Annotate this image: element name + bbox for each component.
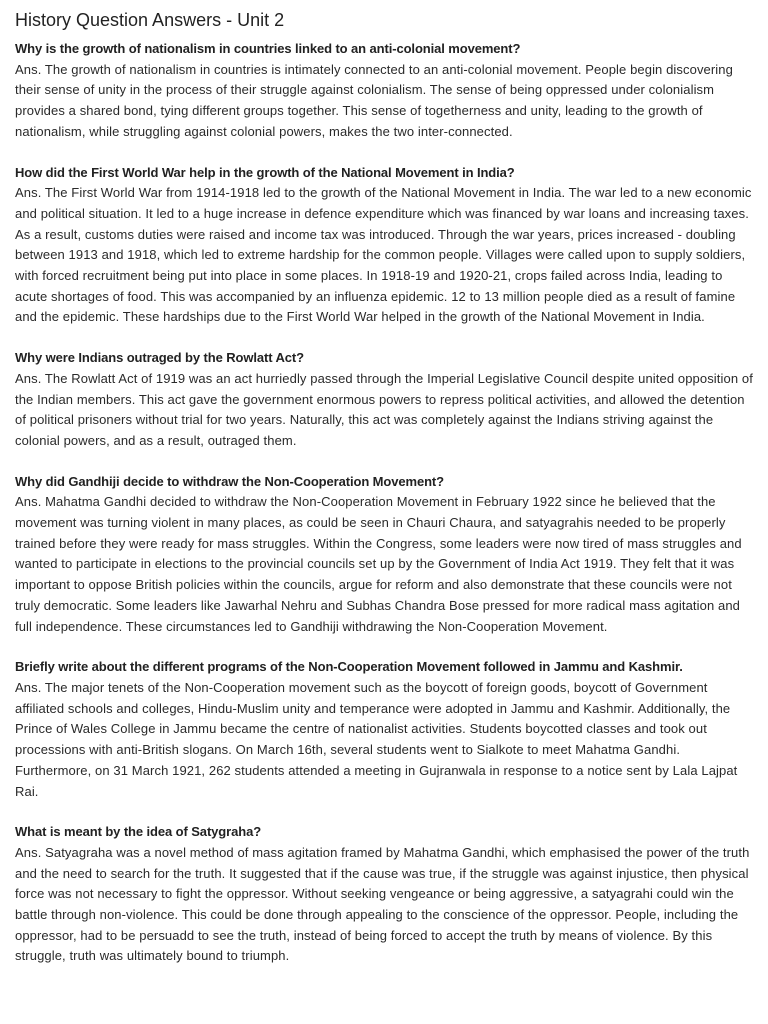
qa-item-5 xyxy=(15,657,753,802)
answer-3: Ans. The Rowlatt Act of 1919 was an act hurriedly passed through the Imperial Legislative Council despite united opposition of the Indian members. This act gave the government enormous powers to repress political activities, and allowed the detention of political prisoners without trial for two years. Naturally, this act was completely against the Indians striving against the colonial powers, and as a result, outraged them. xyxy=(15,370,753,448)
question-1: Why is the growth of nationalism in countries linked to an anti-colonial movement? xyxy=(15,41,521,56)
question-6: What is meant by the idea of Satygraha? xyxy=(15,824,262,840)
answer-5: Ans. The major tenets of the Non-Cooperation movement such as the boycott of foreign goods, boycott of Government affiliated schools and colleges, Hindu-Muslim unity and temperance were adopted in Jammu and Kashmir. Additionally, the Prince of Wales College in Jammu became the centre of nationalist activities. Students boycotted classes and took out processions with anti-British slogans. On March 16th, several students went to Sialkote to meet Mahatma Gandhi. Furthermore, on 31 March 1921, 262 students attended a meeting in Gujranwala in response to a notice sent by Lala Lajpat Rai. xyxy=(15,679,738,799)
answer-1: Ans. The growth of nationalism in countries is intimately connected to an anti-colonial movement. People begin discovering their sense of unity in the process of their struggle against colonialism. The sense of being oppressed under colonialism provides a shared bond, tying different groups together. This sense of togetherness and unity, leading to the growth of nationalism, while struggling against colonial powers, makes the two inter-connected. xyxy=(15,61,733,139)
question-3: Why were Indians outraged by the Rowlatt Act? xyxy=(15,350,304,366)
qa-item-1 xyxy=(15,39,753,143)
answer-2: Ans. The First World War from 1914-1918 led to the growth of the National Movement in India. The war led to a new economic and political situation. It led to a huge increase in defence expenditure which was financed by war loans and increasing taxes. As a result, customs duties were raised and income tax was introduced. Through the war years, prices increased - doubling between 1913 and 1918, which led to extreme hardship for the common people. Villages were called upon to supply soldiers, with forced recruitment being put into place in some places. In 1918-19 and 1920-21, crops failed across India, leading to acute shortages of food. This was accompanied by an influenza epidemic. 12 to 13 million people died as a result of famine and the epidemic. These hardships due to the First World War helped in the growth of the National Movement in India. xyxy=(15,185,752,325)
question-5: Briefly write about the different programs of the Non-Cooperation Movement followed in Jammu and Kashmir. xyxy=(15,659,683,675)
question-4: Why did Gandhiji decide to withdraw the Non-Cooperation Movement? xyxy=(15,473,445,489)
answer-6: Ans. Satyagraha was a novel method of mass agitation framed by Mahatma Gandhi, which emphasised the power of the truth and the need to search for the truth. It suggested that if the cause was true, if the struggle was against injustice, then physical force was not necessary to fight the oppressor. Without seeking vengeance or being aggressive, a satyagrahi could win the battle through non-violence. This could be done through appealing to the conscience of the oppressor. People, including the oppressor, had to be persuadd to see the truth, instead of being forced to accept the truth by means of violence. By this struggle, truth was ultimately bound to triumph. xyxy=(15,844,750,964)
qa-item-3 xyxy=(15,348,753,452)
question-2: How did the First World War help in the growth of the National Movement in India? xyxy=(15,164,515,180)
qa-item-2 xyxy=(15,163,753,329)
document-title: History Question Answers - Unit 2 xyxy=(15,10,285,30)
qa-item-6 xyxy=(15,822,753,967)
qa-item-4 xyxy=(15,472,753,638)
answer-4: Ans. Mahatma Gandhi decided to withdraw the Non-Cooperation Movement in February 1922 since he believed that the movement was turning violent in many places, as could be seen in Chauri Chaura, and satyagrahis needed to be properly trained before they were ready for mass struggles. Within the Congress, some leaders were now tired of mass struggles and wanted to participate in elections to the provincial councils set up by the Government of India Act 1919. They felt that it was important to oppose British policies within the councils, argue for reform and also demonstrate that these councils were not truly democratic. Some leaders like Jawarhal Nehru and Subhas Chandra Bose pressed for more radical mass agitation and full independence. These circumstances led to Gandhiji withdrawing the Non-Cooperation Movement. xyxy=(15,494,742,634)
